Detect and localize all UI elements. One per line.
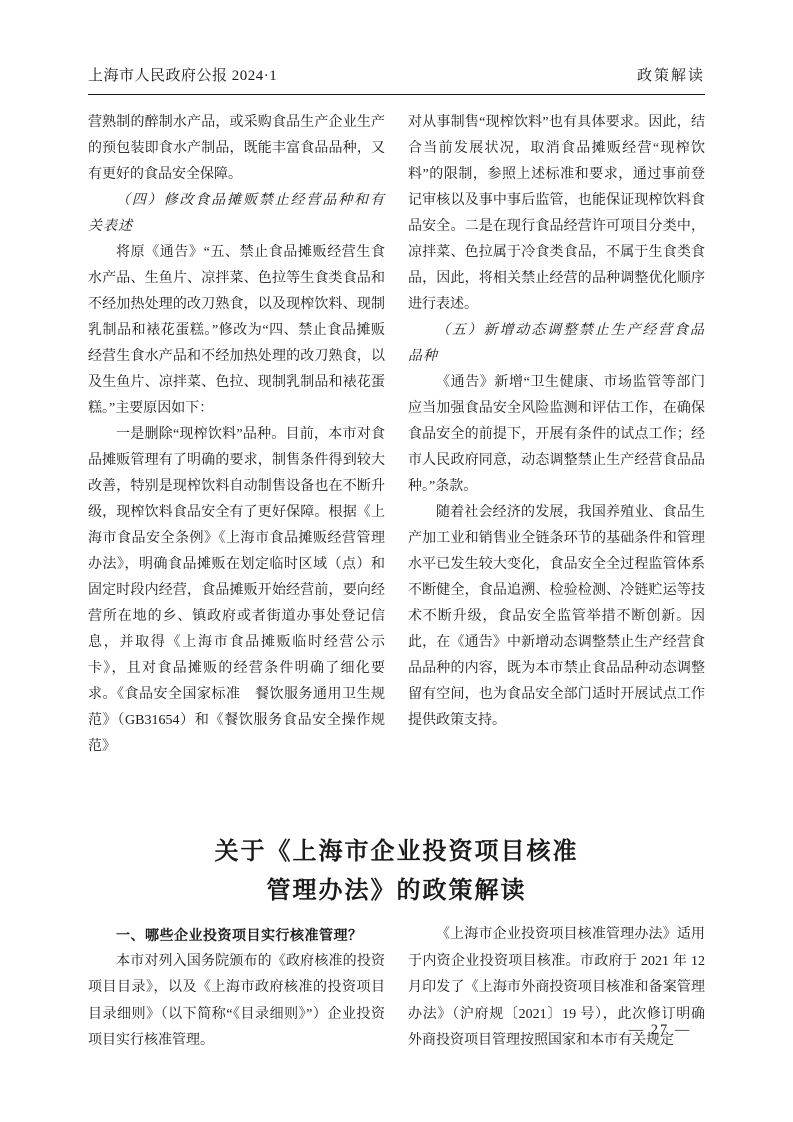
article-policy-food-vendors [88,110,705,760]
paragraph: 一是删除“现榨饮料”品种。目前，本市对食品摊贩管理有了明确的要求，制售条件得到较大改善，特别是现榨饮料自动制售设备也在不断升级，现榨饮料食品安全有了更好保障。根据《上海市食品安全条例》《上海市食品摊贩经营管理办法》，明确食品摊贩在划定临时区域（点）和固定时段内经营，食品摊贩开始经营前，要向经营所在地的乡、镇政府或者街道办事处登记信息，并取得《上海市食品摊贩临时经营公示卡》，且对食品摊贩的经营条件明确了细化要求。《食品安全国家标准 餐饮服务通用卫生规范》（GB31654）和《餐饮服务食品安全操作规范》 [88,427,385,754]
article2-title-line1: 关于《上海市企业投资项目核准 [214,838,579,865]
section-subheading: （四）修改食品摊贩禁止经营品种和有关表述 [88,193,385,234]
article1-left-column [88,110,385,760]
paragraph: 随着社会经济的发展，我国养殖业、食品生产加工业和销售业全链条环节的基础条件和管理水平已发生较大变化，食品安全全过程监管体系不断健全，食品追溯、检验检测、冷链贮运等技术不断升级，食品安全监管举措不断创新。因此，在《通告》中新增动态调整禁止生产经营食品品种的内容，既为本市禁止食品品种动态调整留有空间，也为食品安全部门适时开展试点工作提供政策支持。 [408,505,705,728]
running-header [88,0,705,95]
article2-title-line2: 管理办法》的政策解读 [266,877,527,904]
paragraph: 对从事制售“现榨饮料”也有具体要求。因此，结合当前发展状况，取消食品摊贩经营“现榨饮料”的限制，参照上述标准和要求，通过事前登记审核以及事中事后监管，也能保证现榨饮料食品安全。二是在现行食品经营许可项目分类中，凉拌菜、色拉属于冷食类食品，不属于生食类食品，因此，将相关禁止经营的品种调整优化顺序进行表述。 [408,115,705,312]
article1-right-column [408,110,705,760]
paragraph: 营熟制的醉制水产品，或采购食品生产企业生产的预包装即食水产制品，既能丰富食品品种，又有更好的食品安全保障。 [88,115,385,182]
section-subheading: （五）新增动态调整禁止生产经营食品品种 [408,323,705,364]
paragraph: 《上海市企业投资项目核准管理办法》适用于内资企业投资项目核准。市政府于 2021 年 12 月印发了《上海市外商投资项目核准和备案管理办法》（沪府规〔2021〕19 号），此次修订明确外商投资项目管理按照国家和本市有关规定 [408,927,705,1048]
gazette-title: 上海市人民政府公报 2024·1 [88,68,278,84]
article2-left-column [88,922,385,1055]
paragraph: 将原《通告》“五、禁止食品摊贩经营生食水产品、生鱼片、凉拌菜、色拉等生食类食品和不经加热处理的改刀熟食，以及现榨饮料、现制乳制品和裱花蛋糕。”修改为“四、禁止食品摊贩经营生食水产品和不经加热处理的改刀熟食，以及生鱼片、凉拌菜、色拉、现制乳制品和裱花蛋糕。”主要原因如下： [88,245,385,416]
paragraph: 《通告》新增“卫生健康、市场监管等部门应当加强食品安全风险监测和评估工作，在确保食品安全的前提下，开展有条件的试点工作；经市人民政府同意，动态调整禁止生产经营食品品种。”条款。 [408,375,705,494]
article2-title [88,832,705,910]
paragraph: 本市对列入国务院颁布的《政府核准的投资项目目录》，以及《上海市政府核准的投资项目目录细则》（以下简称“《目录细则》”）企业投资项目实行核准管理。 [88,953,385,1048]
question-heading: 一、哪些企业投资项目实行核准管理？ [116,927,363,943]
section-label: 政策解读 [636,68,705,84]
page-number: — 27 — [628,1022,692,1038]
